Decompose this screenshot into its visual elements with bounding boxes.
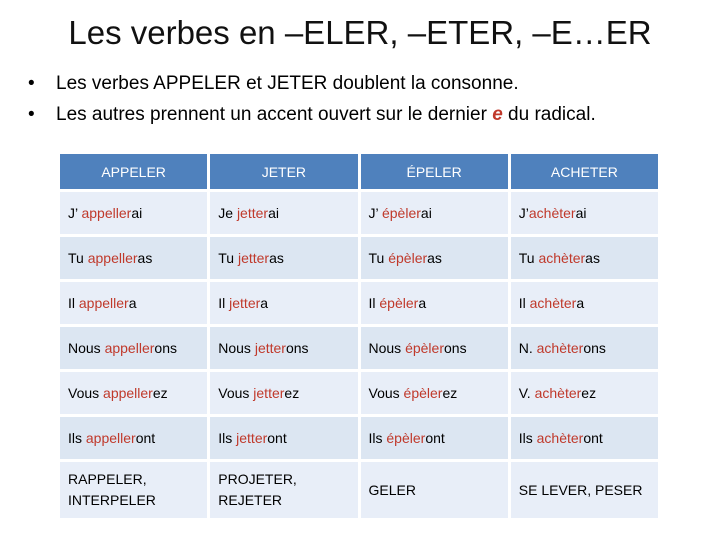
bullet-text-before: Les autres prennent un accent ouvert sur le dernier [56, 104, 493, 125]
verb-ending: as [427, 250, 442, 266]
table-row [60, 417, 658, 459]
verb-ending: ont [425, 430, 445, 446]
verb-ending: ez [152, 385, 168, 401]
verb-stem: achèter [536, 430, 584, 446]
table-cell [210, 327, 357, 369]
verb-stem: épèler [386, 430, 426, 446]
verb-stem: épèler [405, 340, 444, 356]
table-cell [210, 372, 357, 414]
pronoun: Tu [218, 250, 238, 266]
table-body [60, 192, 658, 518]
pronoun: Nous [68, 340, 105, 356]
pronoun: Ils [518, 430, 537, 446]
verb-stem: appeller [85, 430, 136, 446]
verb-stem: épèler [403, 385, 443, 401]
slide-title: Les verbes en –ELER, –ETER, –E…ER [68, 14, 652, 51]
pronoun: Nous [218, 340, 255, 356]
example-verb: INTERPELER [68, 492, 156, 508]
header-appeler: APPELER [60, 154, 207, 189]
verb-ending: a [260, 295, 269, 311]
pronoun: Ils [368, 430, 387, 446]
pronoun: Vous [368, 385, 404, 401]
table-cell [361, 327, 508, 369]
pronoun: N. [518, 340, 537, 356]
table-cell [361, 417, 508, 459]
verb-stem: jetter [229, 295, 261, 311]
verb-stem: achèter [528, 205, 576, 221]
pronoun: Tu [368, 250, 389, 266]
bullet-emphasis: e [492, 104, 503, 125]
example-verb: PROJETER, [218, 471, 297, 487]
example-cell [361, 462, 508, 518]
table-cell [60, 192, 207, 234]
verb-ending: ez [442, 385, 458, 401]
header-acheter: ACHETER [511, 154, 658, 189]
examples-row [60, 462, 658, 518]
verb-ending: ai [268, 205, 279, 221]
verb-ending: ez [581, 385, 597, 401]
verb-ending: as [585, 250, 600, 266]
table-cell [361, 192, 508, 234]
verb-ending: ons [583, 340, 606, 356]
pronoun: Ils [68, 430, 86, 446]
verb-stem: appeller [103, 385, 153, 401]
pronoun: V. [518, 385, 535, 401]
verb-stem: achèter [536, 340, 584, 356]
table-row [60, 192, 658, 234]
example-verb: GELER [368, 481, 416, 498]
verb-ending: a [418, 295, 427, 311]
verb-ending: ez [284, 385, 300, 401]
table-cell [511, 417, 658, 459]
table-cell [361, 237, 508, 279]
table-cell [210, 237, 357, 279]
table-row [60, 237, 658, 279]
verb-ending: ons [285, 340, 309, 356]
verb-stem: jetter [236, 205, 269, 221]
bullet-item [28, 99, 596, 130]
table-cell [60, 417, 207, 459]
bullet-text: Les verbes APPELER et JETER doublent la consonne. [56, 73, 519, 94]
table-cell [511, 192, 658, 234]
verb-stem: épèler [379, 295, 419, 311]
verb-ending: ont [135, 430, 156, 446]
verb-ending: a [576, 295, 585, 311]
verb-stem: jetter [236, 430, 268, 446]
table-cell [511, 327, 658, 369]
header-epeler: ÉPELER [361, 154, 508, 189]
verb-ending: ai [575, 205, 587, 221]
pronoun: Vous [218, 385, 254, 401]
bullet-icon: • [28, 73, 35, 94]
pronoun: J’ [518, 205, 529, 221]
header-jeter: JETER [210, 154, 357, 189]
verb-ending: a [128, 295, 137, 311]
verb-ending: ai [131, 205, 143, 221]
verb-stem: appeller [104, 340, 155, 356]
verb-ending: as [137, 250, 153, 266]
table-cell [511, 237, 658, 279]
pronoun: Il [518, 295, 530, 311]
example-cell [210, 462, 357, 518]
verb-stem: jetter [237, 250, 270, 266]
table-cell [210, 192, 357, 234]
table-cell [60, 282, 207, 324]
pronoun: Vous [68, 385, 104, 401]
bullet-text-after: du radical. [502, 104, 596, 125]
verb-stem: achèter [538, 250, 586, 266]
table-cell [511, 282, 658, 324]
table-cell [60, 237, 207, 279]
bullet-list [28, 68, 596, 130]
example-cell [60, 462, 207, 518]
table-row [60, 327, 658, 369]
verb-stem: appeller [78, 295, 129, 311]
table-row [60, 282, 658, 324]
verb-ending: ons [154, 340, 177, 356]
table-row [60, 372, 658, 414]
pronoun: J’ [68, 205, 82, 221]
table-header-row [60, 154, 658, 189]
verb-ending: ont [583, 430, 603, 446]
verb-stem: jetter [254, 340, 286, 356]
table-cell [361, 282, 508, 324]
table-cell [60, 372, 207, 414]
verb-stem: épèler [381, 205, 421, 221]
bullet-icon: • [28, 104, 35, 125]
verb-ending: as [269, 250, 284, 266]
pronoun: Tu [518, 250, 539, 266]
table-cell [210, 417, 357, 459]
pronoun: Il [368, 295, 380, 311]
example-cell [511, 462, 658, 518]
table-cell [60, 327, 207, 369]
pronoun: Je [218, 205, 237, 221]
verb-stem: épèler [388, 250, 428, 266]
pronoun: Il [218, 295, 230, 311]
verb-stem: jetter [253, 385, 285, 401]
verb-ending: ai [420, 205, 432, 221]
pronoun: Tu [68, 250, 88, 266]
verb-stem: appeller [81, 205, 132, 221]
verb-ending: ons [444, 340, 467, 356]
table-cell [361, 372, 508, 414]
table-cell [511, 372, 658, 414]
pronoun: J’ [368, 205, 382, 221]
bullet-item [28, 68, 596, 99]
verb-stem: achèter [534, 385, 582, 401]
verb-ending: ont [267, 430, 287, 446]
conjugation-table [57, 151, 661, 521]
pronoun: Il [68, 295, 79, 311]
verb-stem: achèter [529, 295, 577, 311]
pronoun: Nous [368, 340, 406, 356]
example-verb: REJETER [218, 492, 283, 508]
table-cell [210, 282, 357, 324]
example-verb: RAPPELER, [68, 471, 147, 487]
example-verb: SE LEVER, PESER [518, 481, 643, 498]
verb-stem: appeller [87, 250, 138, 266]
pronoun: Ils [218, 430, 237, 446]
